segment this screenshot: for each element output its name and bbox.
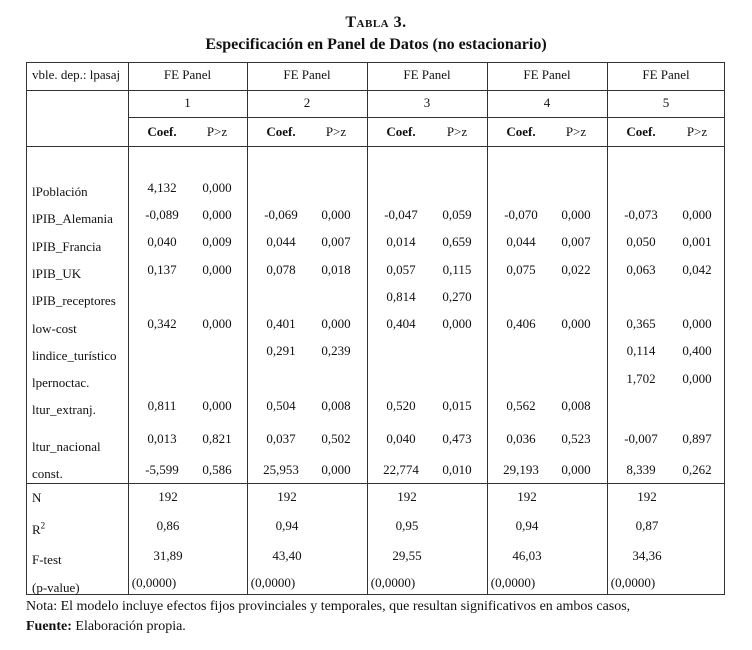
p-value: 0,821 (202, 431, 232, 446)
p-value-stat: (0,0000) (490, 575, 536, 590)
coef-value: 0,013 (147, 431, 177, 446)
p-value: 0,000 (561, 207, 591, 222)
p-value: 0,008 (561, 398, 591, 413)
p-value: 0,000 (682, 207, 712, 222)
p-value: 0,000 (442, 316, 472, 331)
p-value: 0,007 (321, 234, 351, 249)
coef-header: Coef. (506, 124, 536, 139)
p-value: 0,000 (321, 207, 351, 222)
coef-header: Coef. (266, 124, 296, 139)
coef-value: -0,047 (384, 207, 418, 222)
p-value: 0,000 (202, 398, 232, 413)
r2-superscript: 2 (40, 520, 46, 531)
coef-value: 0,036 (506, 431, 536, 446)
p-value: 0,008 (321, 398, 351, 413)
table-title: Tabla 3. (345, 14, 407, 31)
coef-value: -0,069 (264, 207, 298, 222)
model-number: 1 (184, 95, 191, 110)
coef-value: 0,037 (266, 431, 296, 446)
coef-value: 0,520 (386, 398, 416, 413)
coef-value: 22,774 (383, 462, 419, 477)
r2-letter: R (32, 522, 41, 537)
column-divider (247, 62, 248, 595)
coef-value: 1,702 (626, 371, 656, 386)
p-value: 0,262 (682, 462, 712, 477)
p-header: P>z (565, 124, 587, 139)
row-label: lPIB_Alemania (32, 211, 113, 226)
source-label: Fuente: (26, 619, 72, 634)
p-value: 0,502 (321, 431, 351, 446)
coef-value: 0,504 (266, 398, 296, 413)
n-value: 192 (397, 489, 417, 504)
p-value: 0,000 (321, 316, 351, 331)
n-value: 192 (637, 489, 657, 504)
column-divider (607, 62, 608, 595)
footnote: Nota: El modelo incluye efectos fijos provinciales y temporales, que resultan significativos en ambos casos, (26, 599, 631, 614)
coef-value: -0,073 (624, 207, 658, 222)
coef-value: 0,063 (626, 262, 656, 277)
f-test-value: 34,36 (632, 548, 662, 563)
row-label: lPIB_UK (32, 266, 82, 281)
p-value: 0,115 (442, 262, 472, 277)
coef-value: 0,078 (266, 262, 296, 277)
p-header: P>z (206, 124, 228, 139)
coef-value: -0,070 (504, 207, 538, 222)
stat-label-r2 (32, 522, 45, 538)
p-value: 0,001 (682, 234, 712, 249)
coef-value: 0,137 (147, 262, 177, 277)
coef-header: Coef. (147, 124, 177, 139)
f-test-value: 31,89 (153, 548, 183, 563)
coef-value: 0,365 (626, 316, 656, 331)
coef-value: 0,342 (147, 316, 177, 331)
p-value: 0,015 (442, 398, 472, 413)
n-value: 192 (517, 489, 537, 504)
model-type: FE Panel (523, 67, 571, 82)
coef-value: 0,406 (506, 316, 536, 331)
coef-value: 29,193 (503, 462, 539, 477)
p-value: 0,586 (202, 462, 232, 477)
coef-value: -0,089 (145, 207, 179, 222)
p-value-stat: (0,0000) (370, 575, 416, 590)
row-label: ltur_extranj. (32, 402, 96, 417)
table-subtitle: Especificación en Panel de Datos (no estacionario) (205, 36, 547, 53)
coef-value: -0,007 (624, 431, 658, 446)
f-test-value: 29,55 (392, 548, 422, 563)
p-value: 0,000 (561, 462, 591, 477)
model-number: 4 (543, 95, 551, 110)
p-value-stat: (0,0000) (250, 575, 296, 590)
p-value: 0,000 (682, 371, 712, 386)
stat-label-p: (p-value) (32, 580, 80, 595)
row-label: lindice_turístico (32, 348, 117, 363)
column-divider (128, 62, 129, 595)
coef-value: 0,050 (626, 234, 656, 249)
dep-var-label: vble. dep.: lpasaj (32, 67, 121, 82)
r2-value: 0,95 (395, 518, 419, 533)
r2-value: 0,86 (156, 518, 180, 533)
p-value: 0,000 (202, 207, 232, 222)
stat-label-f: F-test (32, 552, 62, 567)
p-header: P>z (446, 124, 468, 139)
p-header: P>z (325, 124, 347, 139)
model-type: FE Panel (163, 67, 212, 82)
coef-value: -5,599 (145, 462, 179, 477)
source-note (26, 619, 186, 635)
p-value: 0,010 (442, 462, 472, 477)
p-header: P>z (686, 124, 708, 139)
coef-value: 0,040 (147, 234, 177, 249)
p-value: 0,897 (682, 431, 712, 446)
coef-value: 0,814 (386, 289, 416, 304)
p-value: 0,042 (682, 262, 712, 277)
coef-value: 25,953 (263, 462, 299, 477)
coef-value: 0,114 (626, 343, 656, 358)
row-label: lPIB_Francia (32, 239, 102, 254)
model-number: 3 (423, 95, 431, 110)
coef-value: 0,057 (386, 262, 416, 277)
model-number: 5 (662, 95, 670, 110)
n-value: 192 (277, 489, 297, 504)
coef-value: 0,044 (506, 234, 536, 249)
body-divider (26, 146, 725, 147)
p-value: 0,239 (321, 343, 351, 358)
p-value: 0,009 (202, 234, 232, 249)
r2-value: 0,87 (635, 518, 659, 533)
coef-value: 0,044 (266, 234, 296, 249)
p-value: 0,059 (442, 207, 472, 222)
coef-value: 0,075 (506, 262, 536, 277)
column-divider (367, 62, 368, 595)
row-label: lPIB_receptores (32, 293, 116, 308)
p-value: 0,659 (442, 234, 472, 249)
r2-value: 0,94 (275, 518, 299, 533)
f-test-value: 43,40 (272, 548, 302, 563)
row-label: const. (32, 466, 63, 481)
stat-label-n: N (32, 490, 42, 505)
coef-value: 0,291 (266, 343, 296, 358)
n-value: 192 (158, 489, 178, 504)
model-type: FE Panel (283, 67, 331, 82)
coef-value: 0,014 (386, 234, 416, 249)
coef-header: Coef. (626, 124, 656, 139)
coef-value: 0,562 (506, 398, 536, 413)
coef-value: 0,401 (266, 316, 296, 331)
coef-value: 0,404 (386, 316, 416, 331)
p-value: 0,000 (321, 462, 351, 477)
stats-divider (26, 483, 725, 484)
row-label: ltur_nacional (32, 439, 101, 454)
row-label: lPoblación (32, 184, 88, 199)
p-value: 0,000 (682, 316, 712, 331)
subheader-divider (128, 117, 725, 118)
p-value: 0,018 (321, 262, 351, 277)
r2-value: 0,94 (515, 518, 539, 533)
p-value: 0,270 (442, 289, 472, 304)
model-number: 2 (303, 95, 311, 110)
p-value-stat: (0,0000) (610, 575, 656, 590)
row-label: low-cost (32, 321, 77, 336)
p-value: 0,000 (202, 316, 232, 331)
p-value: 0,000 (561, 316, 591, 331)
p-value: 0,000 (202, 180, 232, 195)
coef-header: Coef. (386, 124, 416, 139)
p-value: 0,523 (561, 431, 591, 446)
row-label: lpernoctac. (32, 375, 90, 390)
coef-value: 0,811 (147, 398, 177, 413)
coef-value: 0,040 (386, 431, 416, 446)
coef-value: 8,339 (626, 462, 656, 477)
source-text: Elaboración propia. (71, 619, 186, 634)
model-type: FE Panel (642, 67, 690, 82)
p-value: 0,473 (442, 431, 472, 446)
p-value: 0,022 (561, 262, 591, 277)
coef-value: 4,132 (147, 180, 177, 195)
header-divider (26, 90, 725, 91)
p-value-stat: (0,0000) (131, 575, 177, 590)
model-type: FE Panel (403, 67, 451, 82)
p-value: 0,000 (202, 262, 232, 277)
p-value: 0,007 (561, 234, 591, 249)
column-divider (487, 62, 488, 595)
p-value: 0,400 (682, 343, 712, 358)
f-test-value: 46,03 (512, 548, 542, 563)
